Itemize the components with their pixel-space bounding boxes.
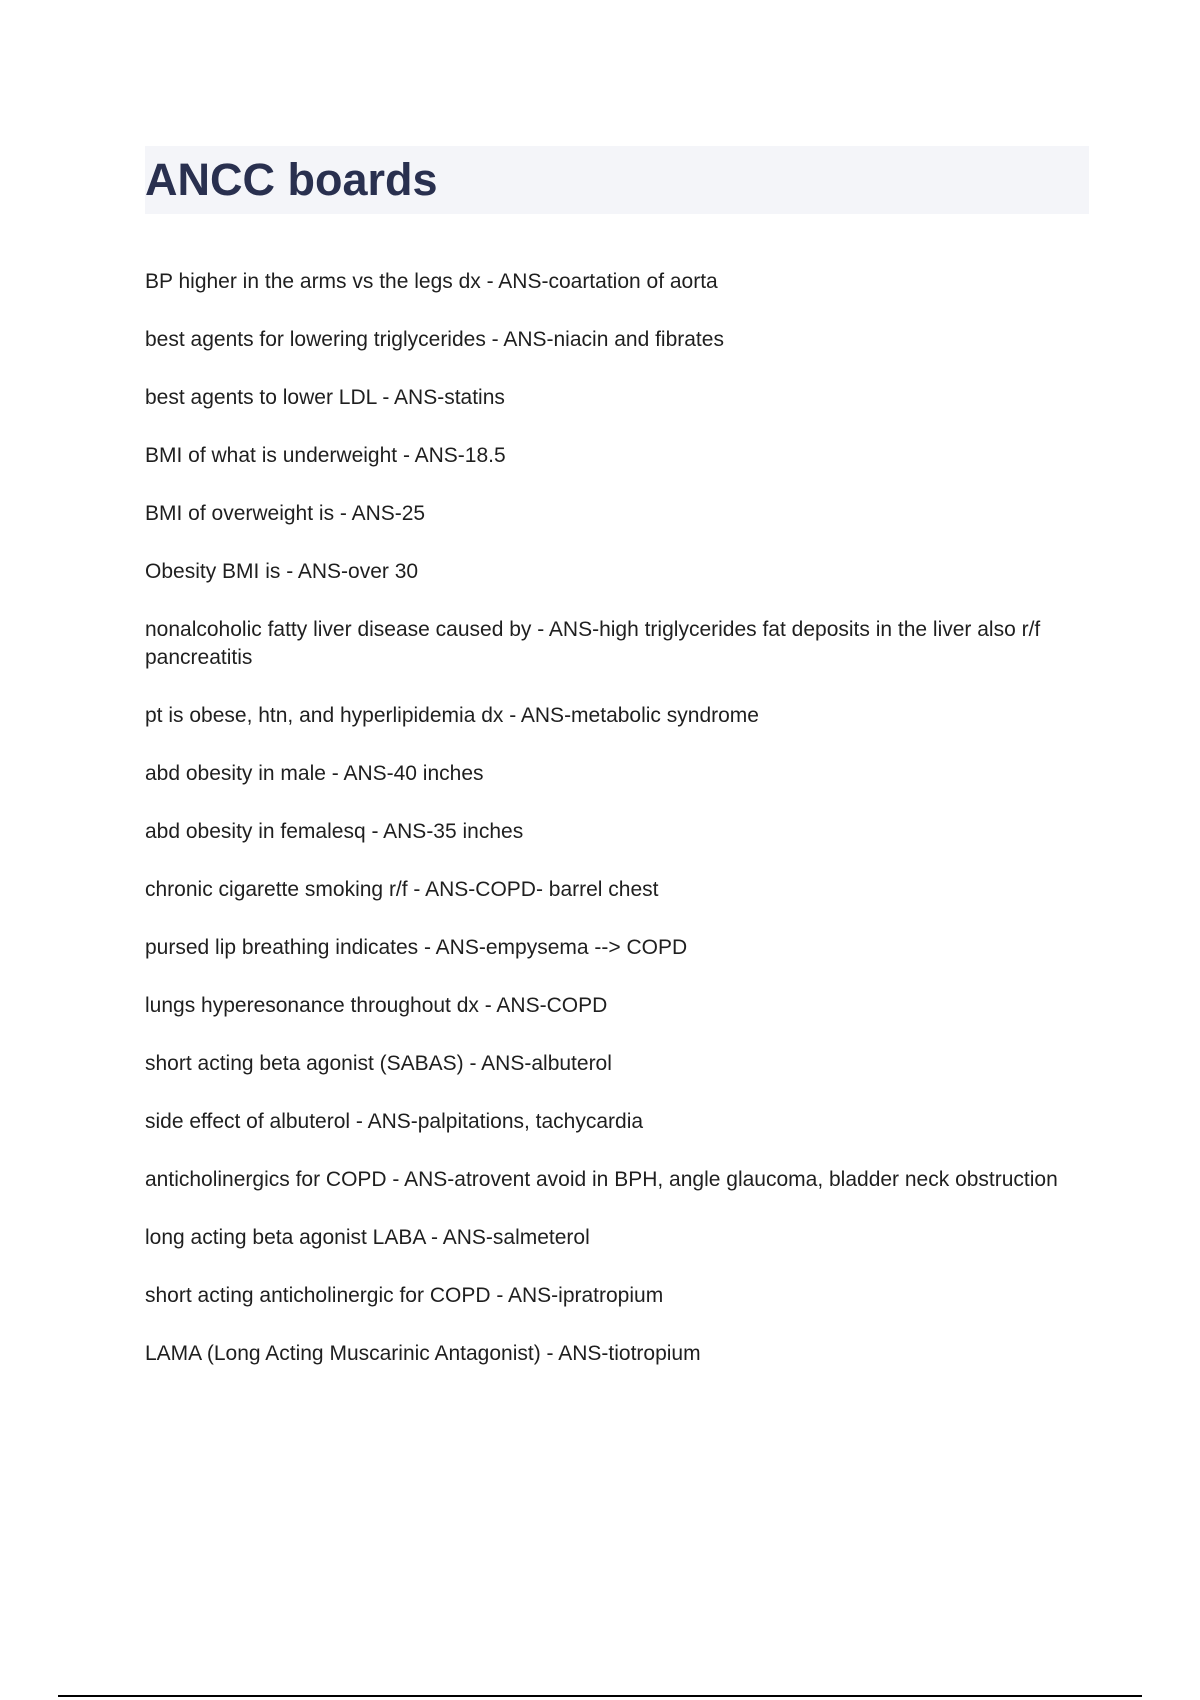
list-item: abd obesity in male - ANS-40 inches: [145, 762, 484, 785]
flashcard-list: [145, 268, 1085, 1398]
list-item: anticholinergics for COPD - ANS-atrovent avoid in BPH, angle glaucoma, bladder neck obstruction: [145, 1168, 1058, 1191]
list-item: pursed lip breathing indicates - ANS-empysema --> COPD: [145, 936, 688, 959]
document-title: ANCC boards: [145, 154, 438, 205]
list-item: BMI of overweight is - ANS-25: [145, 502, 426, 525]
list-item: side effect of albuterol - ANS-palpitations, tachycardia: [145, 1110, 644, 1133]
list-item: nonalcoholic fatty liver disease caused by - ANS-high triglycerides fat deposits in the liver also r/f pancreatitis: [145, 618, 1041, 669]
list-item: chronic cigarette smoking r/f - ANS-COPD- barrel chest: [145, 878, 659, 901]
list-item: long acting beta agonist LABA - ANS-salmeterol: [145, 1226, 590, 1249]
list-item: best agents to lower LDL - ANS-statins: [145, 386, 505, 409]
title-band: [145, 146, 1089, 214]
list-item: lungs hyperesonance throughout dx - ANS-COPD: [145, 994, 608, 1017]
list-item: Obesity BMI is - ANS-over 30: [145, 560, 419, 583]
list-item: short acting beta agonist (SABAS) - ANS-albuterol: [145, 1052, 612, 1075]
list-item: best agents for lowering triglycerides - ANS-niacin and fibrates: [145, 328, 724, 351]
list-item: pt is obese, htn, and hyperlipidemia dx - ANS-metabolic syndrome: [145, 704, 759, 727]
footer-divider: [58, 1695, 1142, 1697]
list-item: LAMA (Long Acting Muscarinic Antagonist) - ANS-tiotropium: [145, 1342, 701, 1365]
list-item: BMI of what is underweight - ANS-18.5: [145, 444, 506, 467]
list-item: abd obesity in femalesq - ANS-35 inches: [145, 820, 524, 843]
list-item: short acting anticholinergic for COPD - ANS-ipratropium: [145, 1284, 664, 1307]
list-item: BP higher in the arms vs the legs dx - ANS-coartation of aorta: [145, 270, 718, 293]
